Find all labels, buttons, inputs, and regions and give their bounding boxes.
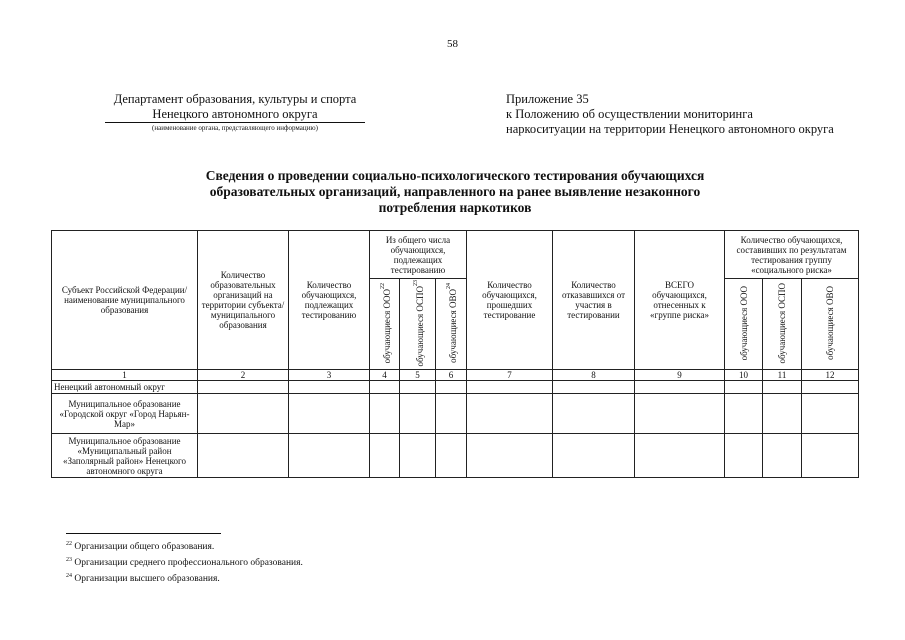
col-number: 7 (467, 370, 553, 381)
col-number: 5 (400, 370, 436, 381)
col-number: 10 (725, 370, 763, 381)
footnote-item: $^{24}$ Организации высшего образования. (66, 573, 220, 585)
department-line2: Ненецкого автономного округа (105, 107, 365, 123)
department-block (90, 92, 380, 133)
page-number: 58 (447, 38, 458, 50)
header-ooo: обучающиеся ООО$^{22}$ (370, 279, 400, 370)
col-number: 6 (436, 370, 467, 381)
appendix-line1: Приложение 35 (506, 92, 589, 106)
title-line3: потребления наркотиков (378, 200, 532, 215)
header-org-count: Количество образовательных организаций на территории субъекта/ муниципального образования (198, 231, 289, 370)
col-number: 8 (553, 370, 635, 381)
footnote-separator (66, 533, 221, 534)
header-tested: Количество обучающихся, прошедших тестирование (467, 231, 553, 370)
appendix-line2: к Положению об осуществлении мониторинга (506, 107, 753, 121)
header-group-social-risk: Количество обучающихся, составивших по результатам тестирования группу «социального риска» (725, 231, 859, 279)
footnotes (66, 538, 303, 586)
footnote-item: $^{22}$ Организации общего образования. (66, 541, 215, 553)
header-risk-ovo: обучающиеся ОВО (802, 279, 859, 370)
title-line1: Сведения о проведении социально-психологического тестирования обучающихся (205, 168, 705, 183)
row-label: Ненецкий автономный округ (52, 381, 198, 394)
col-number: 3 (289, 370, 370, 381)
header-to-test: Количество обучающихся, подлежащих тестированию (289, 231, 370, 370)
header-group-of-total: Из общего числа обучающихся, подлежащих тестированию (370, 231, 467, 279)
col-number: 11 (763, 370, 802, 381)
header-ospo: обучающиеся ОСПО$^{23}$ (400, 279, 436, 370)
header-ovo: обучающиеся ОВО$^{24}$ (436, 279, 467, 370)
header-risk-total: ВСЕГО обучающихся, отнесенных к «группе риска» (635, 231, 725, 370)
col-number: 12 (802, 370, 859, 381)
column-number-row (52, 370, 859, 381)
col-number: 9 (635, 370, 725, 381)
table-row (52, 381, 859, 394)
table-row (52, 434, 859, 478)
col-number: 2 (198, 370, 289, 381)
department-caption: (наименование органа, представляющего информацию) (152, 124, 318, 132)
document-title (150, 168, 760, 216)
header-risk-ooo: обучающиеся ООО (725, 279, 763, 370)
appendix-block (506, 92, 834, 137)
header-risk-ospo: обучающиеся ОСПО (763, 279, 802, 370)
department-line1: Департамент образования, культуры и спорта (113, 92, 357, 106)
col-number: 1 (52, 370, 198, 381)
row-label: Муниципальное образование «Муниципальный район «Заполярный район» Ненецкого автономного округа (52, 434, 198, 478)
header-refused: Количество отказавшихся от участия в тестировании (553, 231, 635, 370)
footnote-item: $^{23}$ Организации среднего профессионального образования. (66, 557, 303, 569)
row-label: Муниципальное образование «Городской округ «Город Нарьян-Мар» (52, 394, 198, 434)
header-subject: Субъект Российской Федерации/ наименование муниципального образования (52, 231, 198, 370)
table-row (52, 394, 859, 434)
testing-table (51, 230, 859, 478)
appendix-line3: наркоситуации на территории Ненецкого автономного округа (506, 122, 834, 136)
col-number: 4 (370, 370, 400, 381)
title-line2: образовательных организаций, направленного на ранее выявление незаконного (209, 184, 701, 199)
